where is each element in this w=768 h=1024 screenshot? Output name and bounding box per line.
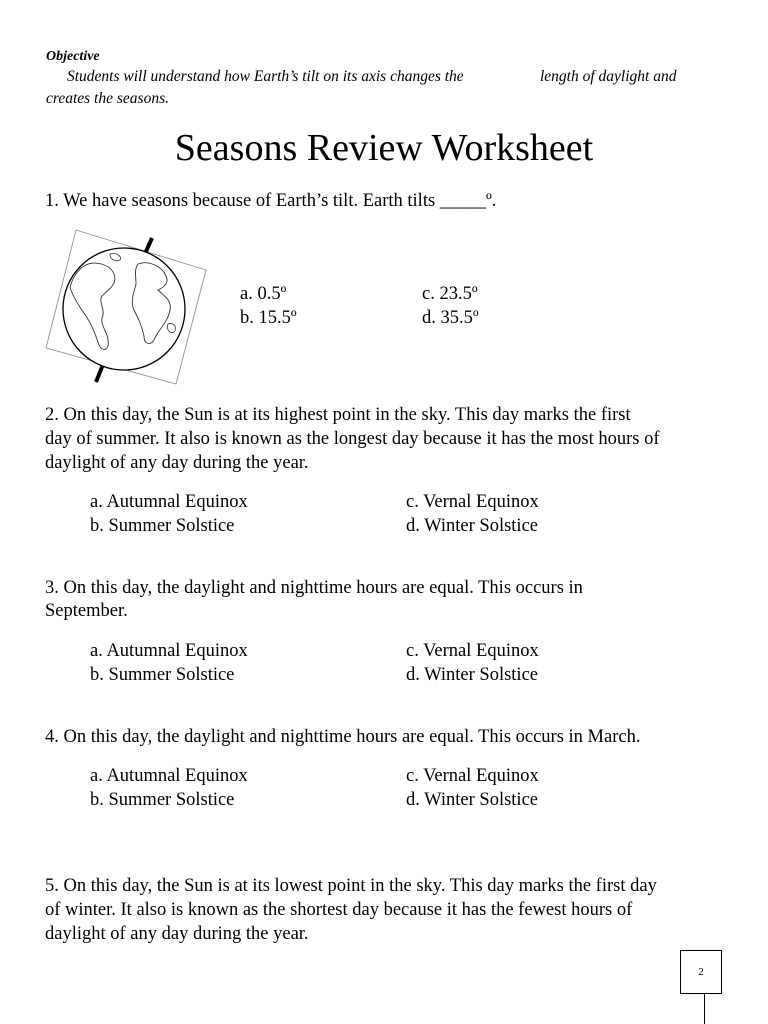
question-2-text-line-2: day of summer. It also is known as the longest day because it has the most hours of [45,429,660,449]
page-title: Seasons Review Worksheet [174,127,594,169]
question-5-text-line-1: 5. On this day, the Sun is at its lowest point in the sky. This day marks the first day [45,876,657,896]
question-1-text: 1. We have seasons because of Earth’s tilt. Earth tilts _____º. [45,191,497,211]
question-1-option-a: a. 0.5º [240,284,287,304]
question-1-option-d: d. 35.5º [422,308,479,328]
question-3-text-line-1: 3. On this day, the daylight and nighttime hours are equal. This occurs in [45,578,583,598]
question-4-option-c: c. Vernal Equinox [406,766,539,786]
question-5-text-line-3: daylight of any day during the year. [45,924,309,944]
question-3-option-d: d. Winter Solstice [406,665,538,685]
objective-line-1: Students will understand how Earth’s tilt on its axis changes the [67,68,464,85]
question-2-text-line-1: 2. On this day, the Sun is at its highest point in the sky. This day marks the first [45,405,631,425]
tilted-earth-globe-image [40,226,210,386]
page-number-box [680,950,722,994]
question-1-option-c: c. 23.5º [422,284,478,304]
page-number: 2 [698,966,704,978]
question-2-text-line-3: daylight of any day during the year. [45,453,309,473]
question-3-text-line-2: September. [45,601,128,621]
question-3-option-b: b. Summer Solstice [90,665,235,685]
objective-heading: Objective [46,49,100,64]
objective-line-2: creates the seasons. [46,90,169,107]
question-2-option-a: a. Autumnal Equinox [90,492,248,512]
question-5-text-line-2: of winter. It also is known as the shortest day because it has the fewest hours of [45,900,633,920]
question-4-option-a: a. Autumnal Equinox [90,766,248,786]
question-1-option-b: b. 15.5º [240,308,297,328]
question-4-text: 4. On this day, the daylight and nighttime hours are equal. This occurs in March. [45,727,641,747]
question-3-option-c: c. Vernal Equinox [406,641,539,661]
question-3-option-a: a. Autumnal Equinox [90,641,248,661]
question-4-option-b: b. Summer Solstice [90,790,235,810]
question-2-option-d: d. Winter Solstice [406,516,538,536]
objective-line-1b: length of daylight and [540,68,677,85]
question-2-option-c: c. Vernal Equinox [406,492,539,512]
question-2-option-b: b. Summer Solstice [90,516,235,536]
page-number-tail-line [704,994,705,1024]
question-4-option-d: d. Winter Solstice [406,790,538,810]
